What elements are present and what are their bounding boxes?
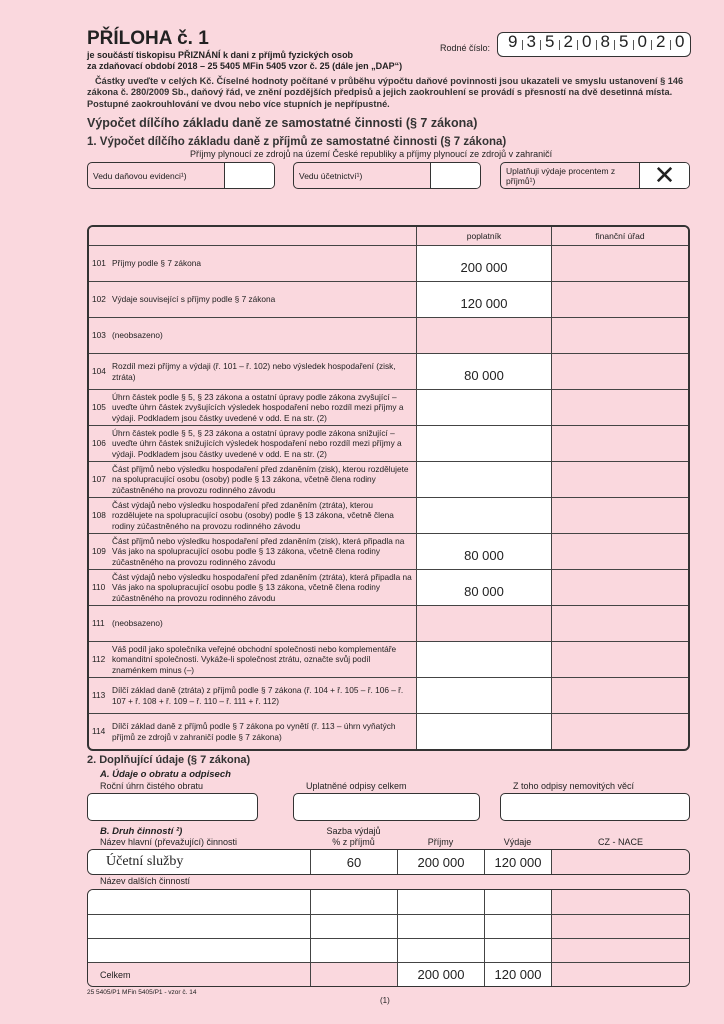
row-text: Příjmy podle § 7 zákona	[112, 258, 202, 269]
row-103	[89, 317, 688, 353]
taxpayer-value[interactable]	[417, 390, 552, 425]
row-label	[89, 390, 417, 425]
other-activities-table	[87, 889, 690, 987]
row-102	[89, 281, 688, 317]
row-label	[89, 714, 417, 749]
rate-line-2: % z příjmů	[332, 837, 375, 847]
row-number: 110	[92, 582, 106, 593]
other-activity-row	[88, 890, 689, 914]
row-number: 105	[92, 402, 106, 413]
row-114	[89, 713, 688, 749]
taxpayer-value[interactable]	[417, 498, 552, 533]
tax-office-value	[552, 246, 688, 281]
row-107	[89, 461, 688, 497]
total-row	[88, 962, 689, 986]
taxpayer-value[interactable]: 120 000	[417, 282, 552, 317]
row-number: 114	[92, 726, 106, 737]
tax-office-value	[552, 462, 688, 497]
flat-rate-expenses-option	[500, 162, 690, 189]
tax-office-value	[552, 426, 688, 461]
row-113	[89, 677, 688, 713]
tax-office-value	[552, 570, 688, 605]
row-label	[89, 570, 417, 605]
total-expenses[interactable]: 120 000	[485, 963, 552, 986]
main-activity-rate[interactable]: 60	[311, 850, 398, 874]
page-number: (1)	[380, 996, 390, 1005]
row-number: 112	[92, 654, 106, 665]
row-104	[89, 353, 688, 389]
tax-office-value	[552, 282, 688, 317]
other-activity-name[interactable]	[88, 915, 311, 938]
other-activity-income[interactable]	[398, 939, 485, 962]
calculation-table	[87, 225, 690, 751]
row-108	[89, 497, 688, 533]
row-number: 111	[92, 618, 105, 629]
subtitle-line-2: za zdaňovací období 2018 – 25 5405 MFin 5405 vzor č. 25 (dále jen „DAP“)	[87, 61, 403, 71]
other-activity-expenses[interactable]	[485, 890, 552, 914]
row-label	[89, 642, 417, 677]
other-activity-income[interactable]	[398, 890, 485, 914]
birth-number-digit: 0	[578, 40, 597, 50]
main-activity-expenses[interactable]: 120 000	[485, 850, 552, 874]
instructions-note: Částky uveďte v celých Kč. Číselné hodnoty počítané v průběhu výpočtu daňové povinnosti jsou ukazateli ve smyslu ustanovení § 146 zákona č. 280/2009 Sb., daňový řád, ve znění pozdějších předpisů a jejich zaokrouhlení se provádí s přesností na dvě desetinná místa. Postupné zaokrouhlování ve dvou nebo více stupních je nepřípustné.	[87, 76, 684, 109]
birth-number-digit: 0	[675, 31, 685, 51]
column-taxpayer: poplatník	[417, 227, 552, 245]
row-text: Rozdíl mezi příjmy a výdaji (ř. 101 – ř. 102) nebo výsledek hospodaření (zisk, ztráta)	[112, 361, 396, 382]
section-title: Výpočet dílčího základu daně ze samostatné činnosti (§ 7 zákona)	[87, 116, 478, 130]
row-text: Část příjmů nebo výsledku hospodaření před zdaněním (zisk), která připadla na Vás jako na spolupracující osobu podle § 13 zákona, včetně člena rodiny zúčastněného na provozu rodinného závodu	[112, 535, 405, 567]
tax-office-value	[552, 354, 688, 389]
taxpayer-value[interactable]: 80 000	[417, 534, 552, 569]
total-nace	[552, 963, 689, 986]
birth-number-digit: 9	[504, 40, 523, 50]
rate-line-1: Sazba výdajů	[326, 826, 381, 836]
tax-office-value	[552, 498, 688, 533]
taxpayer-value[interactable]: 80 000	[417, 570, 552, 605]
row-text: Váš podíl jako společníka veřejné obchodní společnosti nebo komplementáře komanditní společnosti. Vykáže-li společnost ztrátu, označte svůj podíl znaménkem minus (–)	[112, 643, 397, 675]
row-number: 103	[92, 330, 106, 341]
other-activity-row	[88, 938, 689, 962]
subtitle-line-1: je součástí tiskopisu PŘIZNÁNÍ k dani z příjmů fyzických osob	[87, 50, 354, 60]
row-number: 104	[92, 366, 106, 377]
section1-subtitle: Příjmy plynoucí ze zdrojů na území České republiky a příjmy plynoucí ze zdrojů v zahraničí	[190, 149, 553, 159]
row-label	[89, 318, 417, 353]
row-number: 108	[92, 510, 106, 521]
row-number: 101	[92, 258, 106, 269]
main-activity-row	[88, 850, 689, 874]
tax-office-value	[552, 390, 688, 425]
taxpayer-value	[417, 318, 552, 353]
row-110	[89, 569, 688, 605]
tax-records-option	[87, 162, 275, 189]
form-subtitle	[87, 50, 402, 72]
section2-title: 2. Doplňující údaje (§ 7 zákona)	[87, 754, 251, 766]
birth-number-digit: 2	[652, 40, 671, 50]
depreciation-label: Uplatněné odpisy celkem	[306, 781, 407, 791]
row-112	[89, 641, 688, 677]
row-text: Dílčí základ daně (ztráta) z příjmů podle § 7 zákona (ř. 104 + ř. 105 – ř. 106 – ř. 107 + ř. 108 + ř. 109 – ř. 110 – ř. 111 + ř. 112)	[112, 685, 404, 706]
other-activity-income[interactable]	[398, 915, 485, 938]
column-tax-office: finanční úřad	[552, 227, 688, 245]
section1-title: 1. Výpočet dílčího základu daně z příjmů ze samostatné činnosti (§ 7 zákona)	[87, 136, 507, 148]
expense-rate-column	[310, 826, 397, 848]
taxpayer-value[interactable]	[417, 426, 552, 461]
tax-office-value	[552, 678, 688, 713]
row-text: (neobsazeno)	[112, 618, 163, 629]
birth-number-digit: 8	[597, 40, 616, 50]
tax-records-label: Vedu daňovou evidenci¹)	[93, 170, 187, 181]
form-code: 25 5405/P1 MFin 5405/P1 - vzor č. 14	[87, 989, 197, 996]
main-activity-column: Název hlavní (převažující) činnosti	[100, 837, 238, 847]
taxpayer-value[interactable]	[417, 714, 552, 749]
accounting-option	[293, 162, 481, 189]
other-activity-nace	[552, 939, 689, 962]
other-activity-rate[interactable]	[311, 939, 398, 962]
tax-office-value	[552, 642, 688, 677]
row-105	[89, 389, 688, 425]
birth-number-digit: 3	[523, 40, 542, 50]
row-label	[89, 246, 417, 281]
row-number: 113	[92, 690, 106, 701]
row-number: 107	[92, 474, 106, 485]
row-label	[89, 282, 417, 317]
page-title: PŘÍLOHA č. 1	[87, 28, 209, 49]
main-activity-table	[87, 849, 690, 875]
total-rate-empty	[311, 963, 398, 986]
row-text: (neobsazeno)	[112, 330, 163, 341]
total-income[interactable]: 200 000	[398, 963, 485, 986]
row-number: 102	[92, 294, 106, 305]
taxpayer-value[interactable]: 80 000	[417, 354, 552, 389]
row-label	[89, 498, 417, 533]
other-activity-nace	[552, 890, 689, 914]
birth-number-field[interactable]	[497, 32, 691, 57]
row-text: Úhrn částek podle § 5, § 23 zákona a ostatní úpravy podle zákona snižující – uveďte úhrn částek snižujících výsledek hospodaření nebo rozdíl mezi příjmy a výdaji. Podkladem jsou částky uvedené v odd. E na str. (2)	[112, 427, 402, 459]
real-estate-depreciation-input[interactable]	[500, 793, 690, 821]
other-activity-nace	[552, 915, 689, 938]
birth-number-digit: 0	[634, 40, 653, 50]
income-column: Příjmy	[427, 837, 454, 847]
row-text: Část výdajů nebo výsledku hospodaření před zdaněním (ztráta), kterou rozdělujete na spolupracující osobu (osoby) podle § 13 zákona, včetně člena rodiny zúčastněného na provozu rodinného závodu	[112, 499, 394, 531]
turnover-input[interactable]	[87, 793, 258, 821]
flat-rate-expenses-checkbox[interactable]: ✕	[639, 163, 689, 188]
row-106	[89, 425, 688, 461]
row-text: Část příjmů nebo výsledku hospodaření před zdaněním (zisk), kterou rozdělujete na spolupracující osobu (osoby) podle § 13 zákona, včetně člena rodiny zúčastněného na provozu rodinného závodu	[112, 463, 409, 495]
tax-office-value	[552, 714, 688, 749]
main-activity-name[interactable]: Účetní služby	[88, 850, 311, 874]
tax-office-value	[552, 318, 688, 353]
taxpayer-value[interactable]	[417, 678, 552, 713]
birth-number-label: Rodné číslo:	[440, 43, 491, 53]
main-activity-income[interactable]: 200 000	[398, 850, 485, 874]
taxpayer-value[interactable]	[417, 462, 552, 497]
other-activity-name[interactable]	[88, 939, 311, 962]
row-text: Dílčí základ daně z příjmů podle § 7 zákona po vynětí (ř. 113 – úhrn vyňatých příjmů ze zdrojů v zahraničí podle § 7 zákona)	[112, 721, 396, 742]
row-text: Výdaje související s příjmy podle § 7 zákona	[112, 294, 276, 305]
birth-number-digit: 5	[615, 40, 634, 50]
other-activity-row	[88, 914, 689, 938]
taxpayer-value[interactable]	[417, 642, 552, 677]
taxpayer-value[interactable]: 200 000	[417, 246, 552, 281]
row-number: 106	[92, 438, 106, 449]
row-109	[89, 533, 688, 569]
row-111	[89, 605, 688, 641]
expenses-column: Výdaje	[503, 837, 532, 847]
birth-number-digit: 2	[560, 40, 579, 50]
row-text: Část výdajů nebo výsledku hospodaření před zdaněním (ztráta), která připadla na Vás jako na spolupracující osobu podle § 13 zákona, včetně člena rodiny zúčastněného na provozu rodinného závodu	[112, 571, 412, 603]
row-label	[89, 678, 417, 713]
taxpayer-value	[417, 606, 552, 641]
total-label: Celkem	[88, 963, 311, 986]
main-activity-nace	[552, 850, 689, 874]
other-activities-label: Název dalších činností	[100, 876, 191, 886]
depreciation-input[interactable]	[293, 793, 480, 821]
turnover-subtitle: A. Údaje o obratu a odpisech	[100, 769, 231, 780]
other-activity-rate[interactable]	[311, 915, 398, 938]
row-label	[89, 534, 417, 569]
tax-office-value	[552, 534, 688, 569]
nace-column: CZ - NACE	[598, 837, 643, 847]
other-activity-name[interactable]	[88, 890, 311, 914]
tax-office-value	[552, 606, 688, 641]
row-text: Úhrn částek podle § 5, § 23 zákona a ostatní úpravy podle zákona zvyšující – uveďte úhrn částek zvyšujících výsledek hospodaření nebo rozdíl mezi příjmy a výdaji. Podkladem jsou částky uvedené v odd. E na str. (2)	[112, 391, 404, 423]
flat-rate-expenses-label: Uplatňuji výdaje procentem z příjmů¹)	[506, 165, 616, 186]
turnover-label: Roční úhrn čistého obratu	[100, 781, 204, 791]
activity-type-subtitle: B. Druh činností ²)	[100, 826, 183, 837]
tax-records-checkbox[interactable]	[224, 163, 274, 188]
other-activity-expenses[interactable]	[485, 939, 552, 962]
row-label	[89, 426, 417, 461]
other-activity-rate[interactable]	[311, 890, 398, 914]
accounting-label: Vedu účetnictví¹)	[299, 170, 363, 181]
row-label	[89, 462, 417, 497]
other-activity-expenses[interactable]	[485, 915, 552, 938]
accounting-checkbox[interactable]	[430, 163, 480, 188]
row-101	[89, 245, 688, 281]
birth-number-digit: 5	[541, 40, 560, 50]
row-label	[89, 606, 417, 641]
real-estate-depreciation-label: Z toho odpisy nemovitých věcí	[513, 781, 635, 791]
table-header	[89, 227, 688, 245]
row-label	[89, 354, 417, 389]
row-number: 109	[92, 546, 106, 557]
